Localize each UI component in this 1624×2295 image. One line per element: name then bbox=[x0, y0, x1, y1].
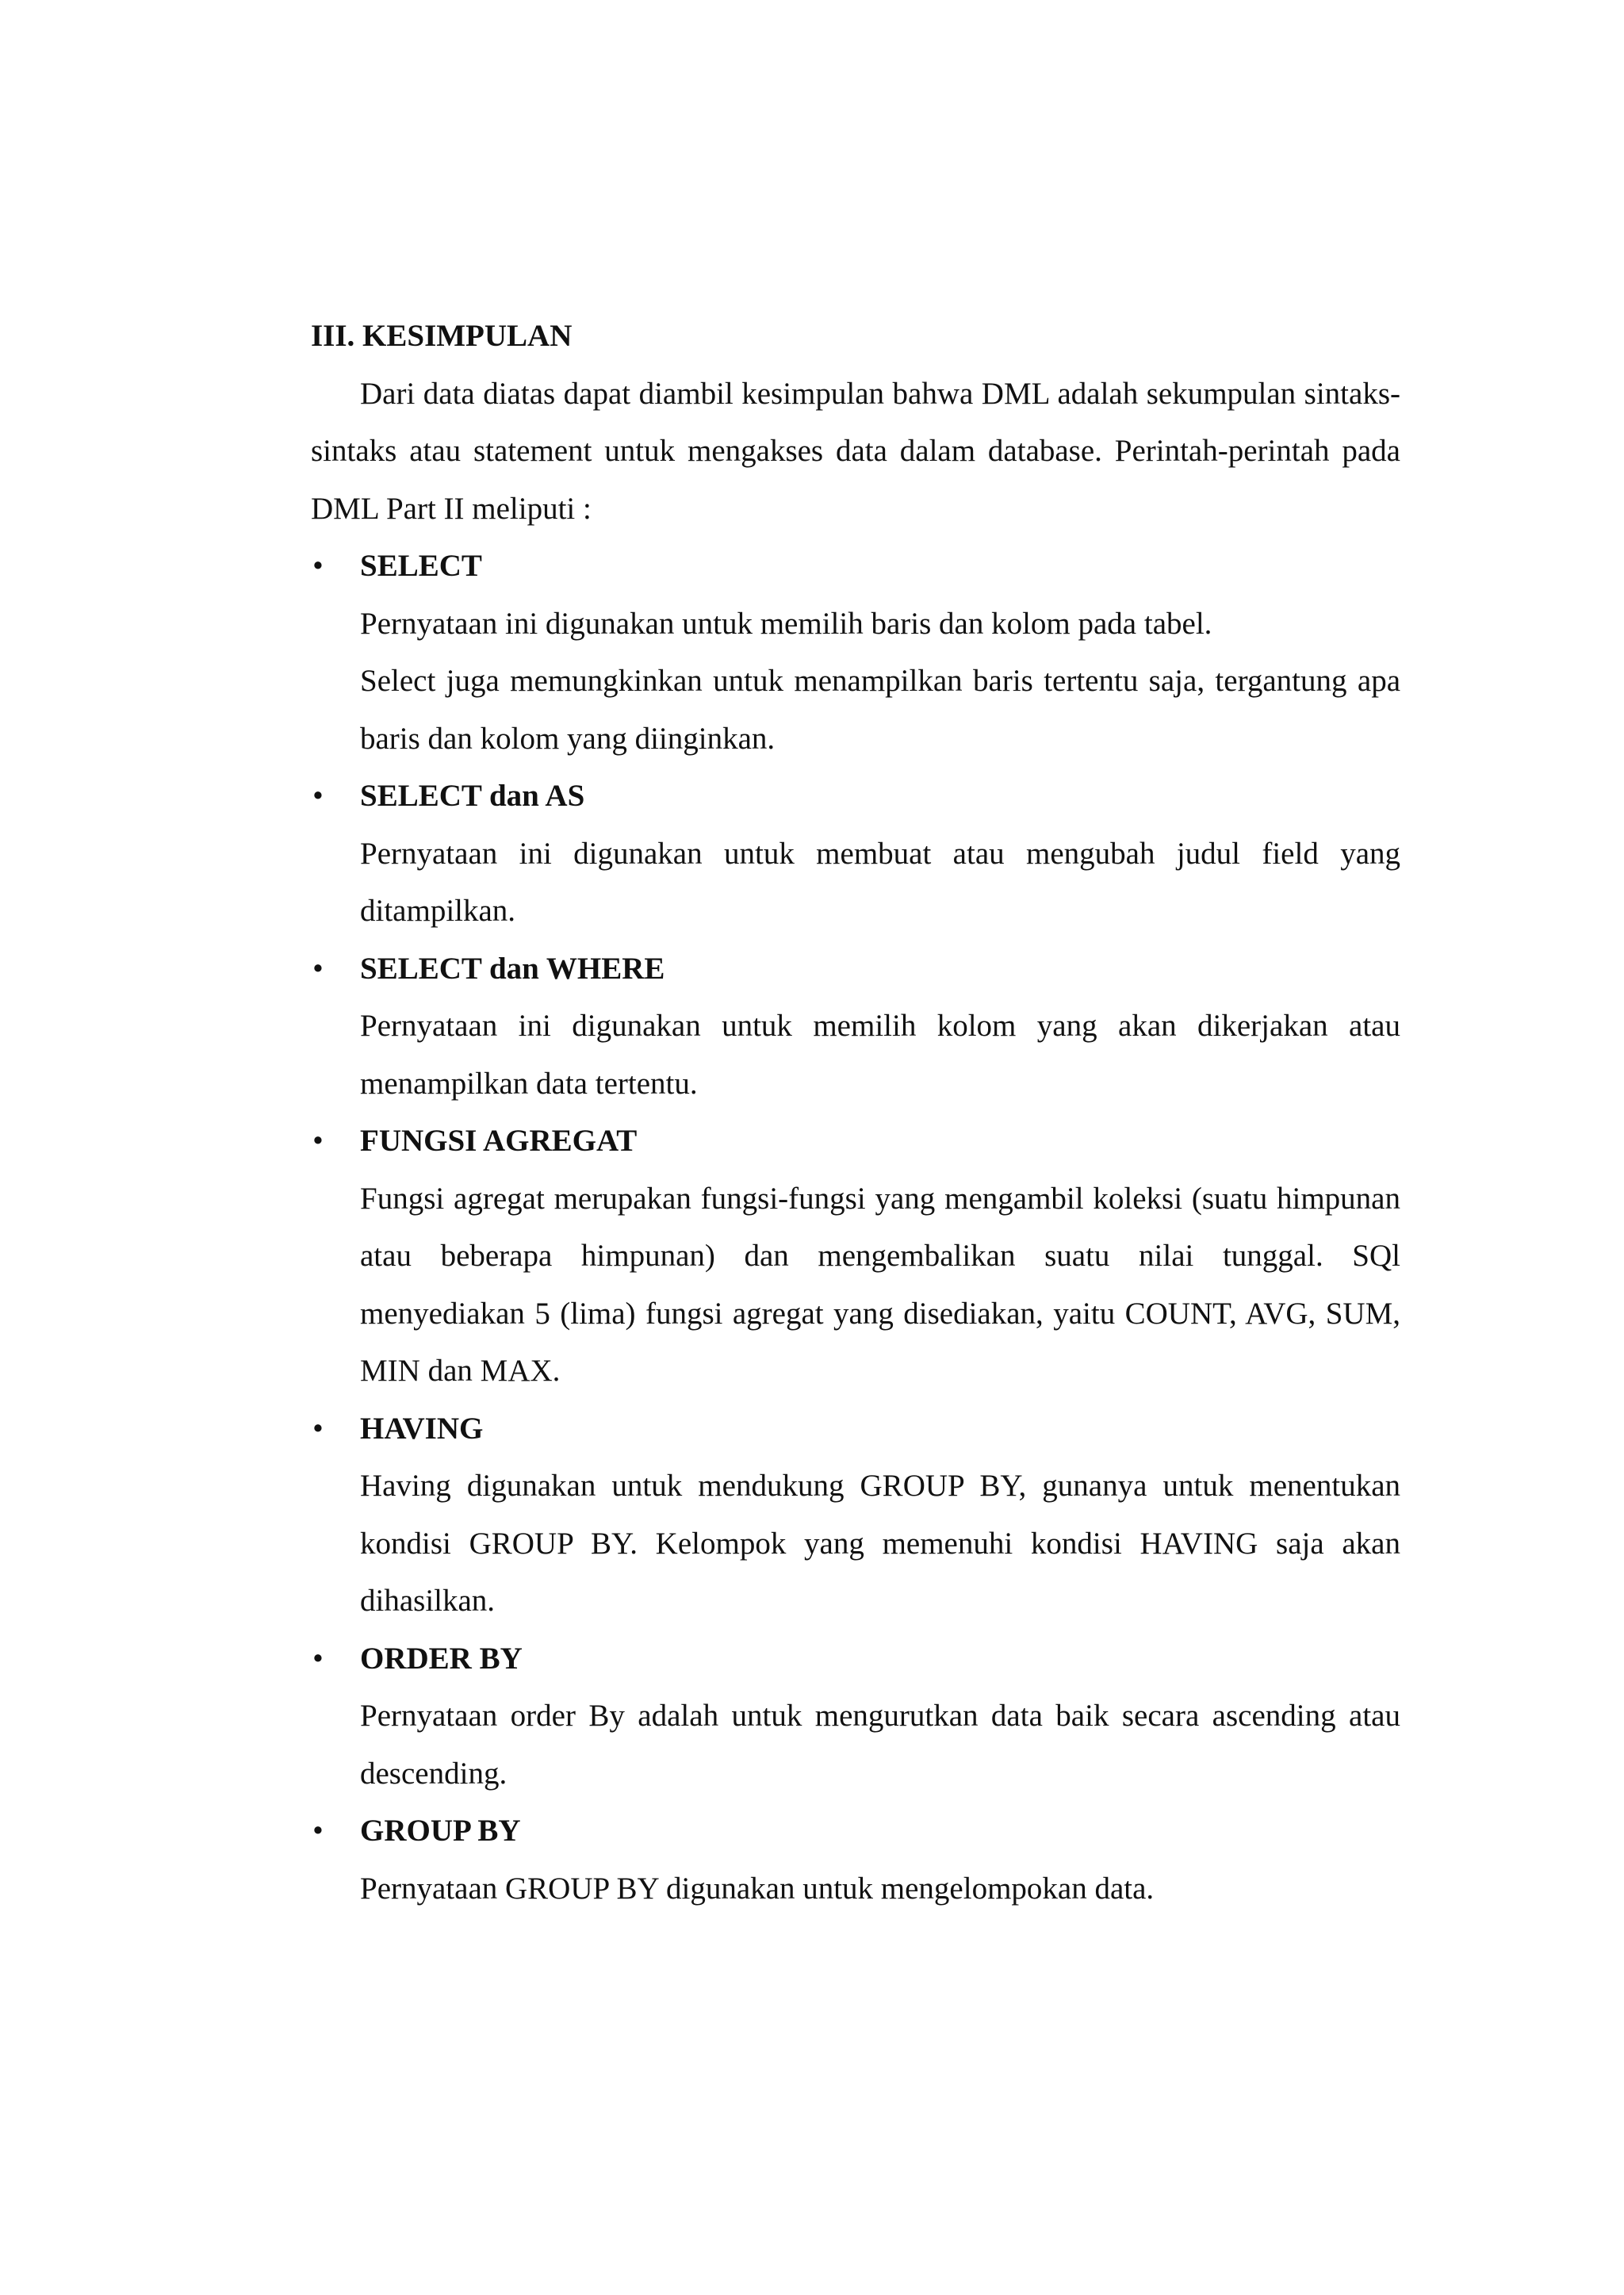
list-item-title: HAVING bbox=[360, 1411, 484, 1446]
intro-paragraph: Dari data diatas dapat diambil kesimpulan bahwa DML adalah sekumpulan sintaks-sintaks atau statement untuk mengakses data dalam database. Perintah-perintah pada DML Part II meliputi : bbox=[311, 376, 1400, 526]
list-item-description: Fungsi agregat merupakan fungsi-fungsi yang mengambil koleksi (suatu himpunan atau beberapa himpunan) dan mengembalikan suatu nilai tunggal. SQl menyediakan 5 (lima) fungsi agregat yang disediakan, yaitu COUNT, AVG, SUM, MIN dan MAX. bbox=[360, 1181, 1400, 1388]
list-item bbox=[311, 1400, 1400, 1630]
document-page bbox=[311, 308, 1400, 1918]
list-item-title: FUNGSI AGREGAT bbox=[360, 1124, 638, 1158]
section-heading: III. KESIMPULAN bbox=[311, 319, 573, 353]
bullet-icon: • bbox=[312, 1641, 324, 1676]
list-item-title: GROUP BY bbox=[360, 1814, 521, 1848]
list-item bbox=[311, 1803, 1400, 1918]
list-item-description: Pernyataan ini digunakan untuk membuat atau mengubah judul field yang ditampilkan. bbox=[360, 836, 1400, 928]
conclusion-list bbox=[311, 538, 1400, 1918]
list-item bbox=[311, 1113, 1400, 1400]
list-item bbox=[311, 768, 1400, 941]
list-item-description: Pernyataan GROUP BY digunakan untuk mengelompokan data. bbox=[360, 1871, 1155, 1906]
list-item bbox=[311, 941, 1400, 1113]
bullet-icon: • bbox=[312, 1124, 324, 1158]
bullet-icon: • bbox=[312, 549, 324, 583]
list-item bbox=[311, 538, 1400, 768]
bullet-icon: • bbox=[312, 779, 324, 813]
list-item-title: SELECT dan WHERE bbox=[360, 951, 665, 986]
list-item-title: SELECT bbox=[360, 549, 482, 583]
list-item bbox=[311, 1630, 1400, 1803]
list-item-title: ORDER BY bbox=[360, 1641, 523, 1676]
list-item-description: Having digunakan untuk mendukung GROUP BY, gunanya untuk menentukan kondisi GROUP BY. Kelompok yang memenuhi kondisi HAVING saja akan dihasilkan. bbox=[360, 1469, 1400, 1618]
list-item-description: Pernyataan ini digunakan untuk memilih baris dan kolom pada tabel. bbox=[360, 606, 1212, 641]
bullet-icon: • bbox=[312, 1411, 324, 1446]
list-item-description: Pernyataan ini digunakan untuk memilih kolom yang akan dikerjakan atau menampilkan data tertentu. bbox=[360, 1009, 1400, 1101]
list-item-description: Pernyataan order By adalah untuk mengurutkan data baik secara ascending atau descending. bbox=[360, 1699, 1400, 1791]
bullet-icon: • bbox=[312, 951, 324, 986]
list-item-title: SELECT dan AS bbox=[360, 779, 585, 813]
bullet-icon: • bbox=[312, 1814, 324, 1848]
list-item-description: Select juga memungkinkan untuk menampilkan baris tertentu saja, tergantung apa baris dan kolom yang diinginkan. bbox=[360, 664, 1400, 756]
